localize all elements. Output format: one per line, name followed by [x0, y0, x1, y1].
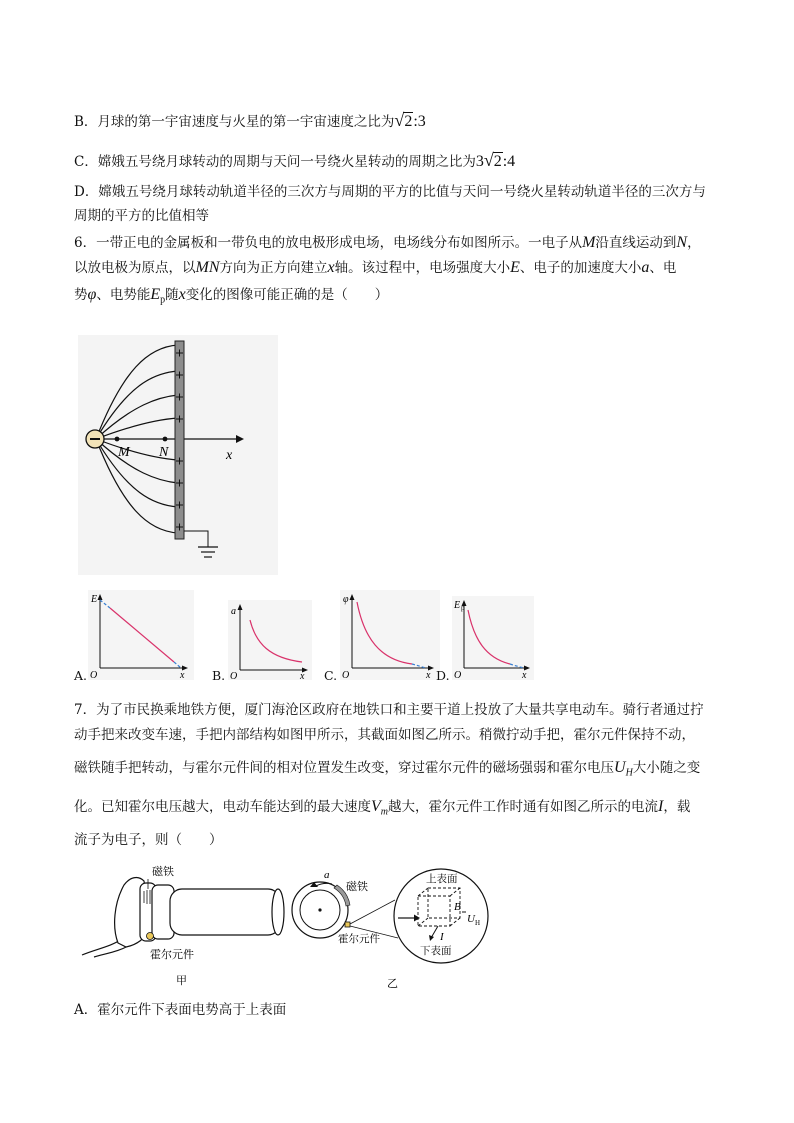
label-u-sub: H — [475, 919, 481, 927]
q5-option-d-line1: D．嫦娥五号绕月球转动轨道半径的三次方与周期的平方的比值与天问一号绕火星转动轨道半径的三次方与 — [74, 184, 706, 200]
x-label: x — [180, 670, 185, 680]
q7-text: 大小随之变 — [632, 760, 701, 776]
q7-text: 化。已知霍尔电压越大，电动车能达到的最大速度 — [74, 799, 371, 815]
grip-tube — [170, 889, 280, 935]
q7-line5: 流子为电子，则（ ） — [74, 832, 223, 848]
q5-option-c-ratio: :4 — [502, 153, 516, 170]
handlebar-figure-jia — [74, 855, 300, 990]
option-a-label: A. — [74, 668, 88, 683]
hall-element — [147, 933, 154, 940]
q7-text: 磁铁随手把转动，与霍尔元件间的相对位置发生改变，穿过霍尔元件的磁场强弱和霍尔电压 — [74, 760, 614, 776]
zoom-line — [350, 900, 395, 924]
hall-label: 霍尔元件 — [338, 934, 380, 945]
q6-text: 轴。该过程中，电场强度大小 — [334, 260, 511, 276]
caption-jia: 甲 — [176, 975, 187, 987]
q5-option-c — [74, 150, 515, 172]
q7-line4 — [74, 797, 690, 823]
y-label: E — [454, 600, 461, 611]
q5-option-c-radicand: 2 — [493, 153, 502, 170]
positive-plate — [175, 341, 184, 539]
q6-line2 — [74, 258, 676, 278]
math-ep: E — [150, 286, 161, 303]
electric-field-figure — [78, 335, 278, 575]
graph-a — [88, 590, 194, 680]
label-i: I — [440, 931, 444, 943]
q6-text: 、电子的加速度大小 — [519, 260, 642, 276]
q5-option-d-line2: 周期的平方的比值相等 — [74, 208, 209, 224]
y-label-sub: p — [461, 604, 465, 612]
x-label: x — [300, 671, 305, 680]
math-v: V — [371, 798, 381, 815]
q7-line2: 动手把来改变车速，手把内部结构如图甲所示，其截面如图乙所示。稍微拧动手把，霍尔元件保持不动， — [74, 727, 695, 743]
q6-line1 — [74, 233, 701, 253]
q6-text: ， — [687, 235, 701, 251]
label-a: a — [324, 869, 330, 881]
math-v-sub: m — [380, 806, 389, 818]
math-mn: MN — [195, 259, 220, 276]
sqrt-symbol: √ — [483, 150, 494, 170]
grip-center — [318, 908, 321, 911]
q6-text: 随 — [165, 287, 179, 303]
math-m: M — [582, 234, 596, 251]
q6-line3 — [74, 285, 388, 311]
y-label: E — [91, 594, 98, 605]
q5-option-c-coef: 3 — [475, 153, 484, 170]
origin-label: O — [454, 670, 462, 680]
option-c-label: C. — [324, 668, 338, 683]
cable — [82, 939, 122, 955]
q5-option-b-text: B．月球的第一宇宙速度与火星的第一宇宙速度之比为 — [74, 114, 395, 130]
q5-option-b-ratio: :3 — [413, 113, 426, 130]
y-label: a — [231, 606, 236, 617]
q5-option-b — [74, 110, 426, 132]
q7-text: ，载 — [663, 799, 691, 815]
q6-text: 变化的图像可能正确的是（ ） — [185, 287, 389, 303]
point-m — [115, 437, 120, 442]
label-u: U — [467, 913, 475, 925]
q7-text: 越大，霍尔元件工作时通有如图乙所示的电流 — [388, 799, 659, 815]
q6-text: 沿直线运动到 — [595, 235, 677, 251]
magnet-label: 磁铁 — [152, 866, 174, 878]
option-b-label: B. — [212, 668, 226, 683]
y-label: φ — [343, 594, 349, 605]
origin-label: O — [342, 670, 350, 680]
origin-label: O — [90, 670, 98, 680]
option-d-label: D. — [436, 668, 450, 683]
x-label: x — [426, 670, 431, 680]
lower-surface-label: 下表面 — [420, 946, 452, 957]
math-x: x — [178, 286, 186, 303]
label-b: B — [454, 901, 461, 913]
hall-element — [345, 922, 350, 927]
math-a: a — [641, 259, 650, 276]
magnet-label: 磁铁 — [346, 881, 368, 893]
q7-line1: 7．为了市民换乘地铁方便，厦门海沧区政府在地铁口和主要干道上投放了大量共享电动车。骑行者通过拧 — [74, 702, 704, 718]
math-x: x — [327, 259, 335, 276]
x-label: x — [522, 670, 527, 680]
caption-yi: 乙 — [387, 978, 398, 990]
q6-text: 6．一带正电的金属板和一带负电的放电极形成电场，电场线分布如图所示。一电子从 — [74, 235, 583, 251]
q6-text: 、电 — [649, 260, 677, 276]
label-m: M — [118, 445, 130, 460]
q6-text: 、电势能 — [96, 287, 151, 303]
q6-text: 势 — [74, 287, 88, 303]
origin-label: O — [230, 671, 238, 680]
q5-option-c-text: C．嫦娥五号绕月球转动的周期与天问一号绕火星转动的周期之比为 — [74, 154, 476, 170]
math-n: N — [676, 234, 688, 251]
math-u-sub: H — [625, 767, 633, 779]
math-u: U — [614, 759, 626, 776]
math-i: I — [658, 798, 664, 815]
math-e: E — [510, 259, 520, 276]
q5-option-b-radicand: 2 — [404, 113, 413, 130]
label-x: x — [226, 448, 233, 463]
sqrt-symbol: √ — [394, 110, 405, 130]
upper-surface-label: 上表面 — [426, 874, 458, 885]
q7-option-a: A．霍尔元件下表面电势高于上表面 — [74, 1002, 287, 1018]
graph-b — [228, 600, 312, 680]
q6-text: 方向为正方向建立 — [219, 260, 328, 276]
math-phi: φ — [87, 286, 97, 303]
grip-end — [272, 889, 284, 935]
point-n — [163, 437, 168, 442]
q7-line3 — [74, 758, 700, 784]
q6-text: 以放电极为原点，以 — [74, 260, 196, 276]
graph-c — [340, 590, 440, 680]
graph-d — [452, 596, 534, 680]
label-n: N — [159, 445, 169, 460]
math-ep-sub: p — [160, 294, 166, 306]
cross-section-figure-yi — [288, 858, 510, 993]
hall-label: 霍尔元件 — [150, 949, 194, 961]
